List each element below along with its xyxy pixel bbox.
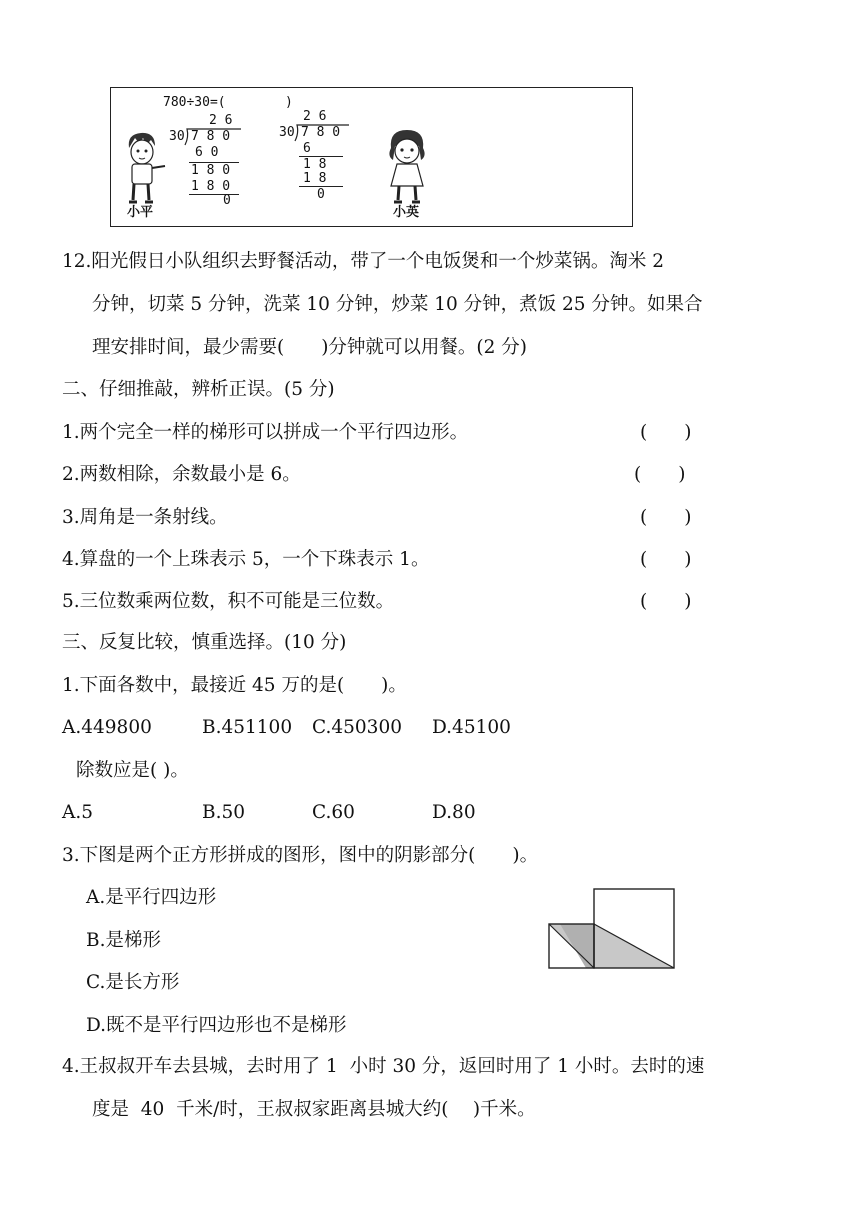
mc1-option-a[interactable]: A.449800 xyxy=(62,717,152,738)
name-label-left: 小平 xyxy=(127,205,154,220)
tf-item-3: 3.周角是一条射线。 xyxy=(62,507,228,528)
tf-blank-3[interactable]: ( ) xyxy=(640,507,692,528)
tf-item-4: 4.算盘的一个上珠表示 5，一个下珠表示 1。 xyxy=(62,549,430,570)
division-equation-close: ) xyxy=(285,95,293,110)
division-equation: 780÷30=( xyxy=(163,95,226,110)
tf-item-2: 2.两数相除，余数最小是 6。 xyxy=(62,464,301,485)
mc2-option-a[interactable]: A.5 xyxy=(62,802,94,823)
mc-question-2: 除数应是( )。 xyxy=(76,760,189,781)
mc-question-4-line2: 度是 40 千米/时，王叔叔家距离县城大约( )千米。 xyxy=(92,1099,536,1120)
left-rule2 xyxy=(189,194,239,195)
left-step3: 1 8 0 xyxy=(191,179,231,194)
mc1-option-b[interactable]: B.451100 xyxy=(202,717,293,738)
name-label-right: 小英 xyxy=(393,205,420,220)
right-dividend: 7 8 0 xyxy=(301,125,341,140)
left-dividend: 7 8 0 xyxy=(191,129,231,144)
mc-question-3: 3.下图是两个正方形拼成的图形，图中的阴影部分( )。 xyxy=(62,845,539,866)
mc3-option-d[interactable]: D.既不是平行四边形也不是梯形 xyxy=(86,1015,347,1036)
tf-blank-4[interactable]: ( ) xyxy=(640,549,692,570)
right-step1: 6 xyxy=(303,141,311,156)
section3-title: 三、反复比较，慎重选择。(10 分) xyxy=(62,632,347,653)
q12-line2: 分钟，切菜 5 分钟，洗菜 10 分钟，炒菜 10 分钟，煮饭 25 分钟。如果合 xyxy=(92,294,703,315)
right-quotient: 2 6 xyxy=(303,109,327,124)
mc-question-1: 1.下面各数中，最接近 45 万的是( )。 xyxy=(62,675,407,696)
q12-line3: 理安排时间，最少需要( )分钟就可以用餐。(2 分) xyxy=(92,337,528,358)
mc2-option-c[interactable]: C.60 xyxy=(312,802,355,823)
boy-cartoon-icon xyxy=(117,128,169,208)
left-remainder: 0 xyxy=(223,193,231,208)
right-remainder: 0 xyxy=(317,187,325,202)
mc2-option-d[interactable]: D.80 xyxy=(432,802,476,823)
mc-question-4-line1: 4.王叔叔开车去县城，去时用了 1 小时 30 分，返回时用了 1 小时。去时的速 xyxy=(62,1056,705,1077)
mc3-option-c[interactable]: C.是长方形 xyxy=(86,972,180,993)
tf-blank-1[interactable]: ( ) xyxy=(640,422,692,443)
mc1-option-c[interactable]: C.450300 xyxy=(312,717,402,738)
tf-blank-5[interactable]: ( ) xyxy=(640,591,692,612)
tf-item-5: 5.三位数乘两位数，积不可能是三位数。 xyxy=(62,591,395,612)
illustration-box xyxy=(110,87,633,227)
right-divisor: 30 xyxy=(279,125,295,140)
section2-title: 二、仔细推敲，辨析正误。(5 分) xyxy=(62,379,335,400)
left-step2: 1 8 0 xyxy=(191,163,231,178)
right-step2: 1 8 xyxy=(303,157,327,172)
mc3-option-a[interactable]: A.是平行四边形 xyxy=(86,887,217,908)
right-step3: 1 8 xyxy=(303,171,327,186)
left-step1: 6 0 xyxy=(195,145,219,160)
mc2-option-b[interactable]: B.50 xyxy=(202,802,246,823)
left-quotient: 2 6 xyxy=(209,113,233,128)
tf-item-1: 1.两个完全一样的梯形可以拼成一个平行四边形。 xyxy=(62,422,469,443)
mc1-option-d[interactable]: D.45100 xyxy=(432,717,511,738)
girl-cartoon-icon xyxy=(379,126,435,208)
tf-blank-2[interactable]: ( ) xyxy=(634,464,686,485)
q12-line1: 12.阳光假日小队组织去野餐活动，带了一个电饭煲和一个炒菜锅。淘米 2 xyxy=(62,251,665,272)
two-squares-figure xyxy=(546,886,680,972)
left-divisor: 30 xyxy=(169,129,185,144)
mc3-option-b[interactable]: B.是梯形 xyxy=(86,930,161,951)
